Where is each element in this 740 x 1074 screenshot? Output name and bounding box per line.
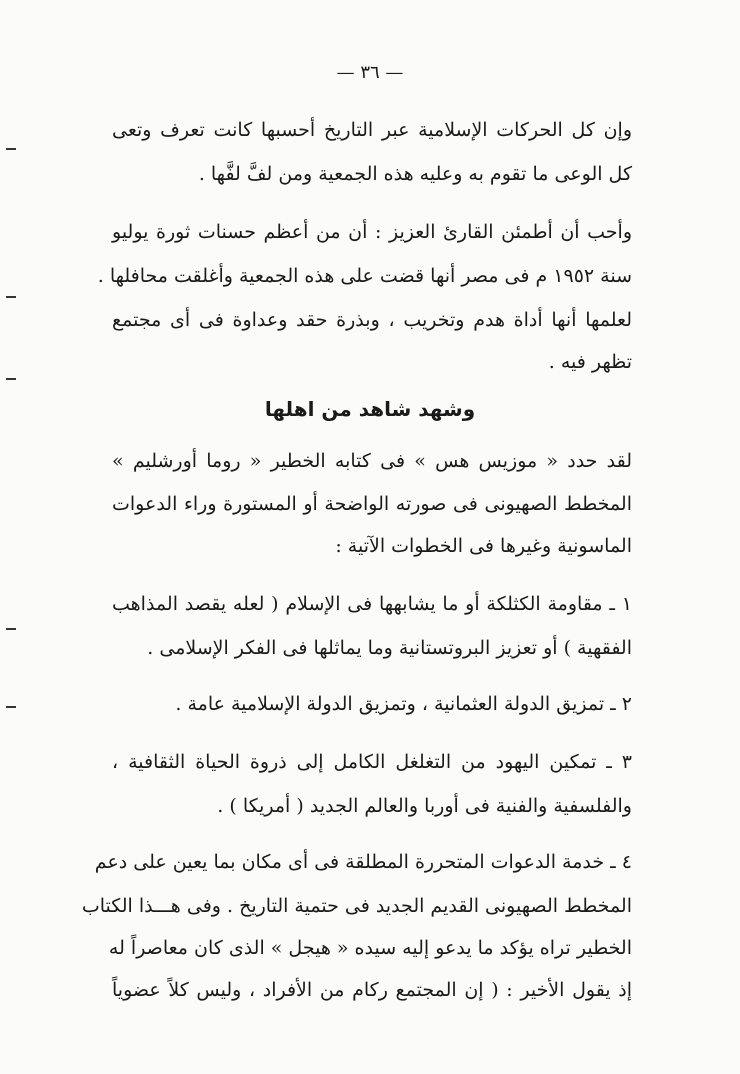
text-line: إذ يقول الأخير : ( إن المجتمع ركام من الأفراد ، وليس كلاً عضوياً bbox=[112, 979, 632, 1001]
page-number: — ٣٦ — bbox=[336, 62, 404, 83]
text-line: الفقهية ) أو تعزيز البروتستانية وما يماثلها فى الفكر الإسلامى . bbox=[147, 637, 632, 659]
text-line: الماسونية وغيرها فى الخطوات الآتية : bbox=[335, 535, 632, 557]
text-line: ٤ ـ خدمة الدعوات المتحررة المطلقة فى أى مكان بما يعين على دعم bbox=[94, 851, 632, 873]
scan-mark bbox=[6, 296, 16, 298]
text-line: والفلسفية والفنية فى أوربا والعالم الجديد ( أمريكا ) . bbox=[217, 795, 632, 817]
text-line: وأحب أن أطمئن القارئ العزيز : أن من أعظم حسنات ثورة يوليو bbox=[112, 221, 632, 243]
text-line: وإن كل الحركات الإسلامية عبر التاريخ أحسبها كانت تعرف وتعى bbox=[112, 119, 632, 141]
scan-mark bbox=[6, 378, 16, 380]
text-line: سنة ١٩٥٢ م فى مصر أنها قضت على هذه الجمعية وأغلقت محافلها . bbox=[97, 265, 632, 287]
text-line: المخطط الصهيونى القديم الجديد فى حتمية التاريخ . وفى هـــذا الكتاب bbox=[81, 895, 632, 917]
text-line: ٢ ـ تمزيق الدولة العثمانية ، وتمزيق الدولة الإسلامية عامة . bbox=[175, 693, 632, 715]
text-line: لعلمها أنها أداة هدم وتخريب ، وبذرة حقد وعداوة فى أى مجتمع bbox=[112, 309, 632, 331]
scan-mark bbox=[6, 628, 16, 630]
text-line: الخطير تراه يؤكد ما يدعو إليه سيده « هيجل » الذى كان معاصراً له bbox=[108, 937, 632, 959]
scan-mark bbox=[6, 148, 16, 150]
section-heading: وشهد شاهد من اهلها bbox=[264, 397, 476, 421]
scan-mark bbox=[6, 706, 16, 708]
text-line: المخطط الصهيونى فى صورته الواضحة أو المستورة وراء الدعوات bbox=[112, 493, 632, 515]
text-line: ٣ ـ تمكين اليهود من التغلغل الكامل إلى ذروة الحياة الثقافية ، bbox=[112, 751, 632, 773]
text-line: لقد حدد « موزيس هس » فى كتابه الخطير « روما أورشليم » bbox=[112, 450, 632, 472]
text-line: تظهر فيه . bbox=[548, 351, 632, 373]
text-line: ١ ـ مقاومة الكثلكة أو ما يشابهها فى الإسلام ( لعله يقصد المذاهب bbox=[112, 593, 632, 615]
text-line: كل الوعى ما تقوم به وعليه هذه الجمعية ومن لفَّ لفَّها . bbox=[198, 163, 632, 185]
